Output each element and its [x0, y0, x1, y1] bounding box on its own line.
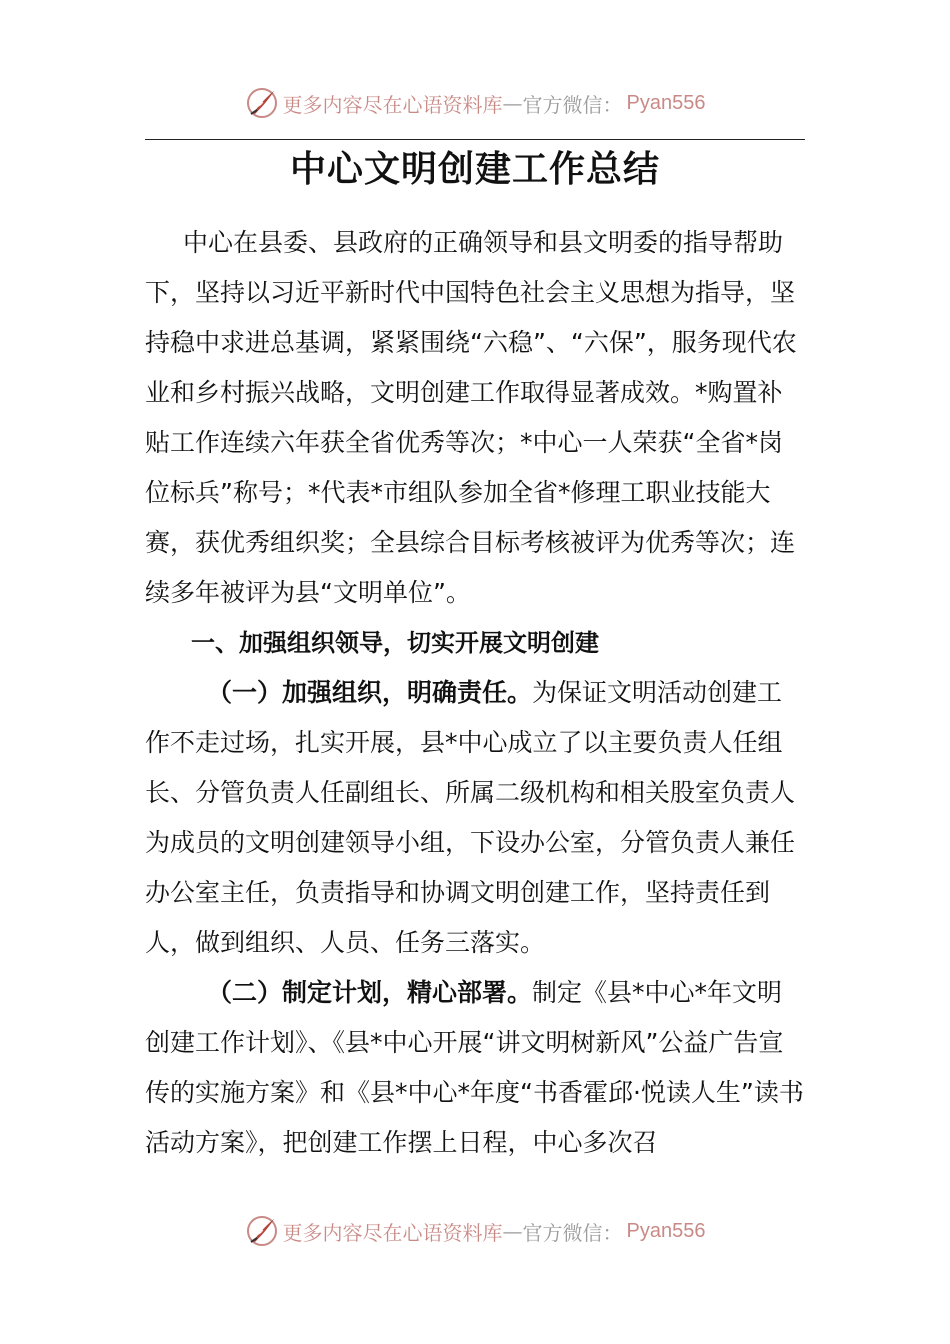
- section-heading: 一、加强组织领导，切实开展文明创建: [191, 629, 599, 657]
- watermark-wechat-label: 官方微信：: [522, 92, 623, 117]
- footer-watermark: [0, 1206, 950, 1256]
- body-paragraph-2: [145, 968, 807, 1168]
- document-title: 中心文明创建工作总结: [289, 148, 660, 190]
- intro-paragraph: 中心在县委、县政府的正确领导和县文明委的指导帮助下，坚持以习近平新时代中国特色社会主义思想为指导，坚持稳中求进总基调，紧紧围绕“六稳”、“六保”，服务现代农业和乡村振兴战略，文明创建工作取得显著成效。*购置补贴工作连续六年获全省优秀等次；*中心一人荣获“全省*岗位标兵”称号；*代表*市组队参加全省*修理工职业技能大赛，获优秀组织奖；全县综合目标考核被评为优秀等次；连续多年被评为县“文明单位”。: [145, 228, 797, 607]
- feather-pen-logo-icon: [245, 86, 279, 120]
- watermark-separator: —: [502, 91, 523, 115]
- watermark-wechat-id: Pyan556: [626, 91, 706, 114]
- header-watermark: [0, 78, 950, 128]
- paragraph-text: 制定《县*中心*年文明创建工作计划》、《县*中心开展“讲文明树新风”公益广告宣传的实施方案》和《县*中心*年度“书香霍邱·悦读人生”读书活动方案》，把创建工作摆上日程，中心多次召: [145, 978, 804, 1157]
- document-body: [145, 218, 807, 1168]
- body-paragraph-1: [145, 668, 807, 968]
- feather-pen-logo-icon: [245, 1214, 279, 1248]
- watermark-separator: —: [502, 1219, 523, 1243]
- paragraph-lead: （二）制定计划，精心部署。: [207, 978, 533, 1007]
- watermark-wechat-id: Pyan556: [626, 1219, 706, 1242]
- watermark-site-text: 更多内容尽在心语资料库: [282, 1220, 503, 1245]
- watermark-wechat-label: 官方微信：: [522, 1220, 623, 1245]
- watermark-site-text: 更多内容尽在心语资料库: [282, 92, 503, 117]
- paragraph-text: 为保证文明活动创建工作不走过场，扎实开展，县*中心成立了以主要负责人任组长、分管负责人任副组长、所属二级机构和相关股室负责人为成员的文明创建领导小组，下设办公室，分管负责人兼任办公室主任，负责指导和协调文明创建工作，坚持责任到人，做到组织、人员、任务三落实。: [145, 678, 796, 957]
- paragraph-lead: （一）加强组织，明确责任。: [207, 678, 533, 707]
